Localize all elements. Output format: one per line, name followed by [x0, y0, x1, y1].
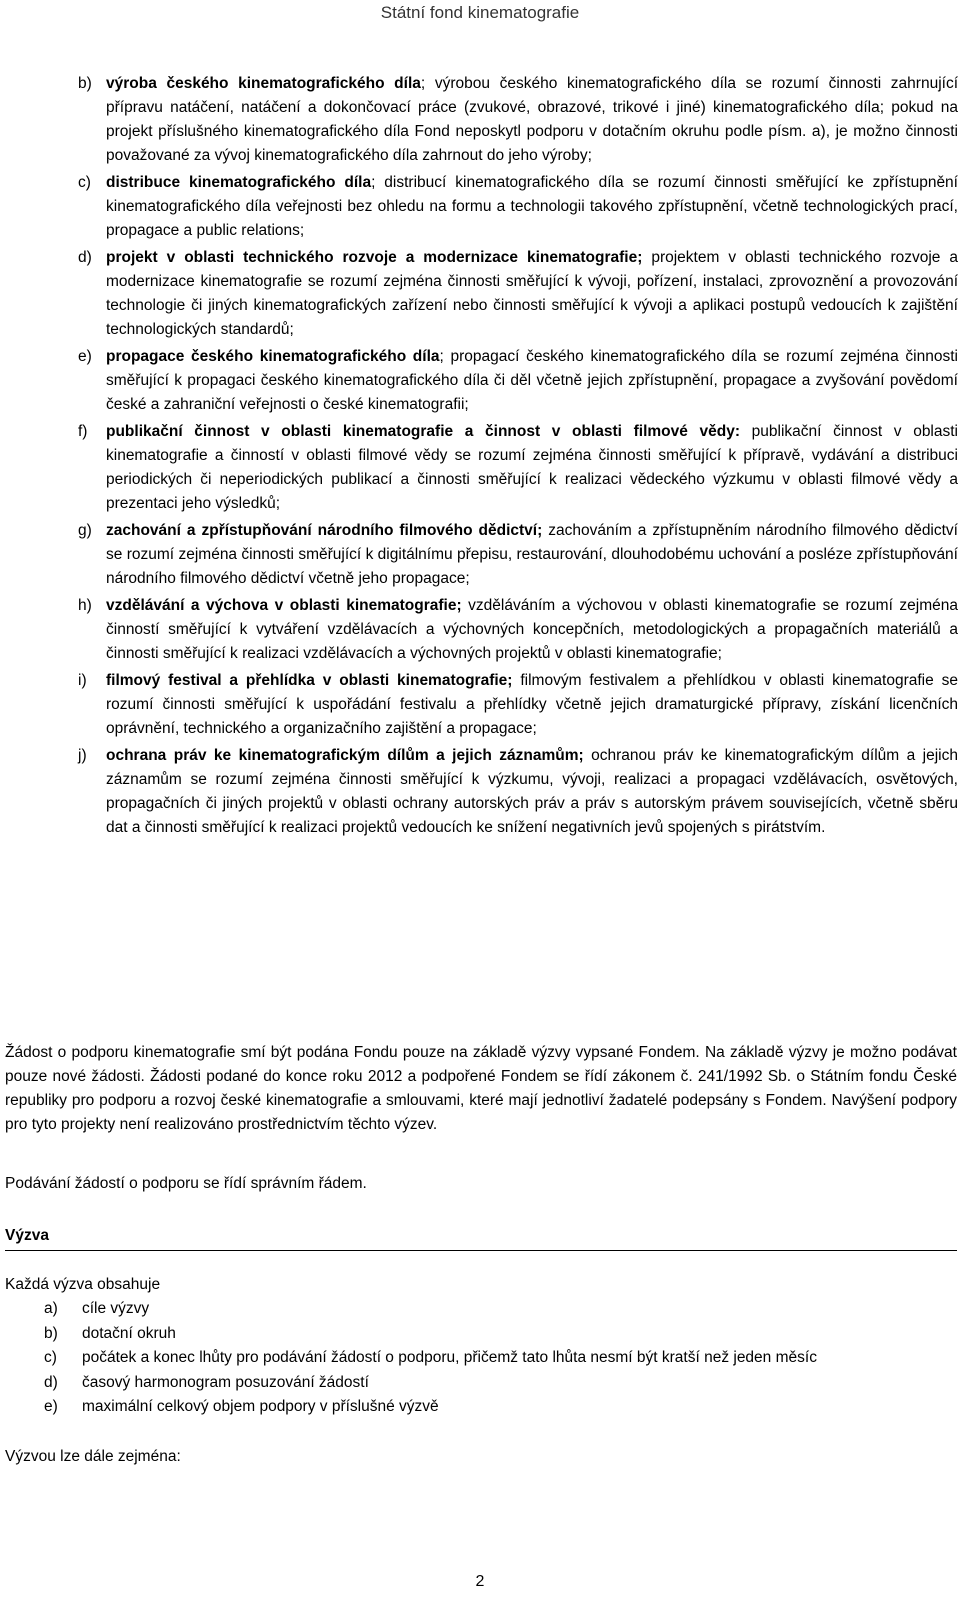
list-marker: b) — [78, 75, 92, 92]
item-text: publikační činnost v oblasti kinematografie a činností v oblasti filmové vědy se rozumí zejména činnosti směřující k přípravě, vydávání a distribuci periodických či neperiodických publikací a činnosti směřující k realizaci vědeckého výzkumu v oblasti filmové vědy a prezentaci jeho výsledků; — [106, 423, 958, 512]
vyzva-outro: Výzvou lze dále zejména: — [5, 1448, 181, 1465]
paragraph-procedure: Podávání žádostí o podporu se řídí správním řádem. — [5, 1175, 367, 1192]
item-text: ochranou práv ke kinematografickým dílům a jejich záznamům se rozumí zejména činnosti směřující k výzkumu, vývoji, realizaci a propagaci vzdělávacích, osvětových, propagačních či jiných projektů v oblasti ochrany autorských práv a práv s autorským právem souvisejících, včetně sběru dat a činnosti směřující k realizaci projektů vedoucích ke snížení negativních jevů spojených s pirátstvím. — [106, 747, 959, 836]
vyzva-list — [44, 1297, 944, 1420]
list-marker: e) — [78, 348, 92, 365]
item-title: publikační činnost v oblasti kinematografie a činnost v oblasti filmové vědy: — [106, 423, 740, 440]
activity-list — [78, 72, 958, 840]
item-text: vzděláváním a výchovou v oblasti kinematografie se rozumí zejména činností směřující k vytváření vzdělávacích a výchovných koncepčních, metodologických a propagačních materiálů a činnosti směřující k realizaci vzdělávacích a výchovných projektů v oblasti kinematografie; — [106, 597, 958, 662]
list-item — [78, 669, 958, 741]
list-item — [78, 72, 958, 168]
list-marker: g) — [78, 522, 92, 539]
list-marker: d) — [44, 1373, 58, 1391]
item-text: ; distribucí kinematografického díla se rozumí činnosti směřující ke zpřístupnění kinematografického díla veřejnosti bez ohledu na formu a technologii takového zpřístupnění, včetně technologických prací, propagace a public relations; — [106, 174, 958, 239]
list-marker: i) — [78, 672, 87, 689]
list-item — [44, 1346, 944, 1371]
list-item — [78, 420, 958, 516]
list-marker: f) — [78, 423, 88, 440]
list-item — [78, 744, 958, 840]
item-title: ochrana práv ke kinematografickým dílům a jejich záznamům; — [106, 747, 584, 764]
list-item-text: cíle výzvy — [82, 1300, 150, 1317]
list-item — [78, 594, 958, 666]
list-item-text: počátek a konec lhůty pro podávání žádostí o podporu, přičemž tato lhůta nesmí být kratší než jeden měsíc — [82, 1349, 817, 1366]
list-item — [78, 246, 958, 342]
page-header: Státní fond kinematografie — [380, 3, 580, 22]
list-item — [44, 1297, 944, 1322]
list-item — [44, 1371, 944, 1396]
item-text: zachováním a zpřístupněním národního filmového dědictví se rozumí zejména činnosti směřující k digitálnímu přepisu, restaurování, dlouhodobému uchování a posléze zpřístupňování národního filmového dědictví včetně jeho propagace; — [106, 522, 958, 587]
list-item — [78, 171, 958, 243]
list-item — [78, 345, 958, 417]
list-item — [44, 1395, 944, 1420]
list-marker: a) — [44, 1300, 58, 1317]
item-title: výroba českého kinematografického díla — [106, 75, 421, 92]
list-item-text: maximální celkový objem podpory v příslušné výzvě — [82, 1398, 439, 1415]
item-text: filmovým festivalem a přehlídkou v oblasti kinematografie se rozumí činnosti směřující k uspořádání festivalu a přehlídky včetně jejich dramaturgické přípravy, získání licenčních oprávnění, technického a organizačního zajištění a propagace; — [106, 672, 958, 737]
section-heading-vyzva: Výzva — [5, 1224, 957, 1251]
item-title: filmový festival a přehlídka v oblasti kinematografie; — [106, 672, 513, 689]
list-marker: d) — [78, 249, 92, 266]
list-marker: c) — [44, 1349, 57, 1366]
list-marker: j) — [78, 747, 87, 764]
list-marker: e) — [44, 1398, 58, 1415]
list-item-text: časový harmonogram posuzování žádostí — [82, 1373, 369, 1391]
list-item — [44, 1322, 944, 1347]
item-title: vzdělávání a výchova v oblasti kinematografie; — [106, 597, 462, 614]
item-text: ; propagací českého kinematografického díla se rozumí zejména činnosti směřující k propagaci českého kinematografického díla či děl včetně jejich zpřístupnění, propagace a zvyšování povědomí české a zahraniční veřejnosti o české kinematografii; — [106, 348, 958, 413]
list-marker: c) — [78, 174, 91, 191]
list-item-text: dotační okruh — [82, 1324, 176, 1342]
page-number: 2 — [475, 1573, 485, 1590]
paragraph-application: Žádost o podporu kinematografie smí být podána Fondu pouze na základě výzvy vypsané Fondem. Na základě výzvy je možno podávat pouze nové žádosti. Žádosti podané do konce roku 2012 a podpořené Fondem se řídí zákonem č. 241/1992 Sb. o Státním fondu České republiky pro podporu a rozvoj české kinematografie a smlouvami, které mají jednotliví žadatelé podepsány s Fondem. Navýšení podpory pro tyto projekty není realizováno prostřednictvím těchto výzev. — [5, 1044, 957, 1133]
item-title: zachování a zpřístupňování národního filmového dědictví; — [106, 522, 543, 539]
item-title: projekt v oblasti technického rozvoje a modernizace kinematografie; — [106, 249, 643, 266]
list-item — [78, 519, 958, 591]
item-title: propagace českého kinematografického díla — [106, 348, 440, 365]
item-title: distribuce kinematografického díla — [106, 174, 372, 191]
item-text: ; výrobou českého kinematografického díla se rozumí činnosti zahrnující přípravu natáčení, natáčení a dokončovací práce (zvukové, obrazové, trikové i jiné) kinematografického díla; pokud na projekt příslušného kinematografického díla Fond neposkytl podporu v dotačním okruhu podle písm. a), je možno činnosti považované za vývoj kinematografického díla zahrnout do jeho výroby; — [106, 75, 958, 164]
item-text: projektem v oblasti technického rozvoje a modernizace kinematografie se rozumí zejména činnosti směřující k vývoji, pořízení, instalaci, zprovoznění a provozování technologie či jiných kinematografických zařízení nebo činnosti směřující k vývoji a aplikaci postupů vedoucích k zajištění technologických standardů; — [106, 249, 958, 338]
list-marker: h) — [78, 597, 92, 614]
vyzva-intro: Každá výzva obsahuje — [5, 1276, 161, 1293]
list-marker: b) — [44, 1324, 58, 1342]
